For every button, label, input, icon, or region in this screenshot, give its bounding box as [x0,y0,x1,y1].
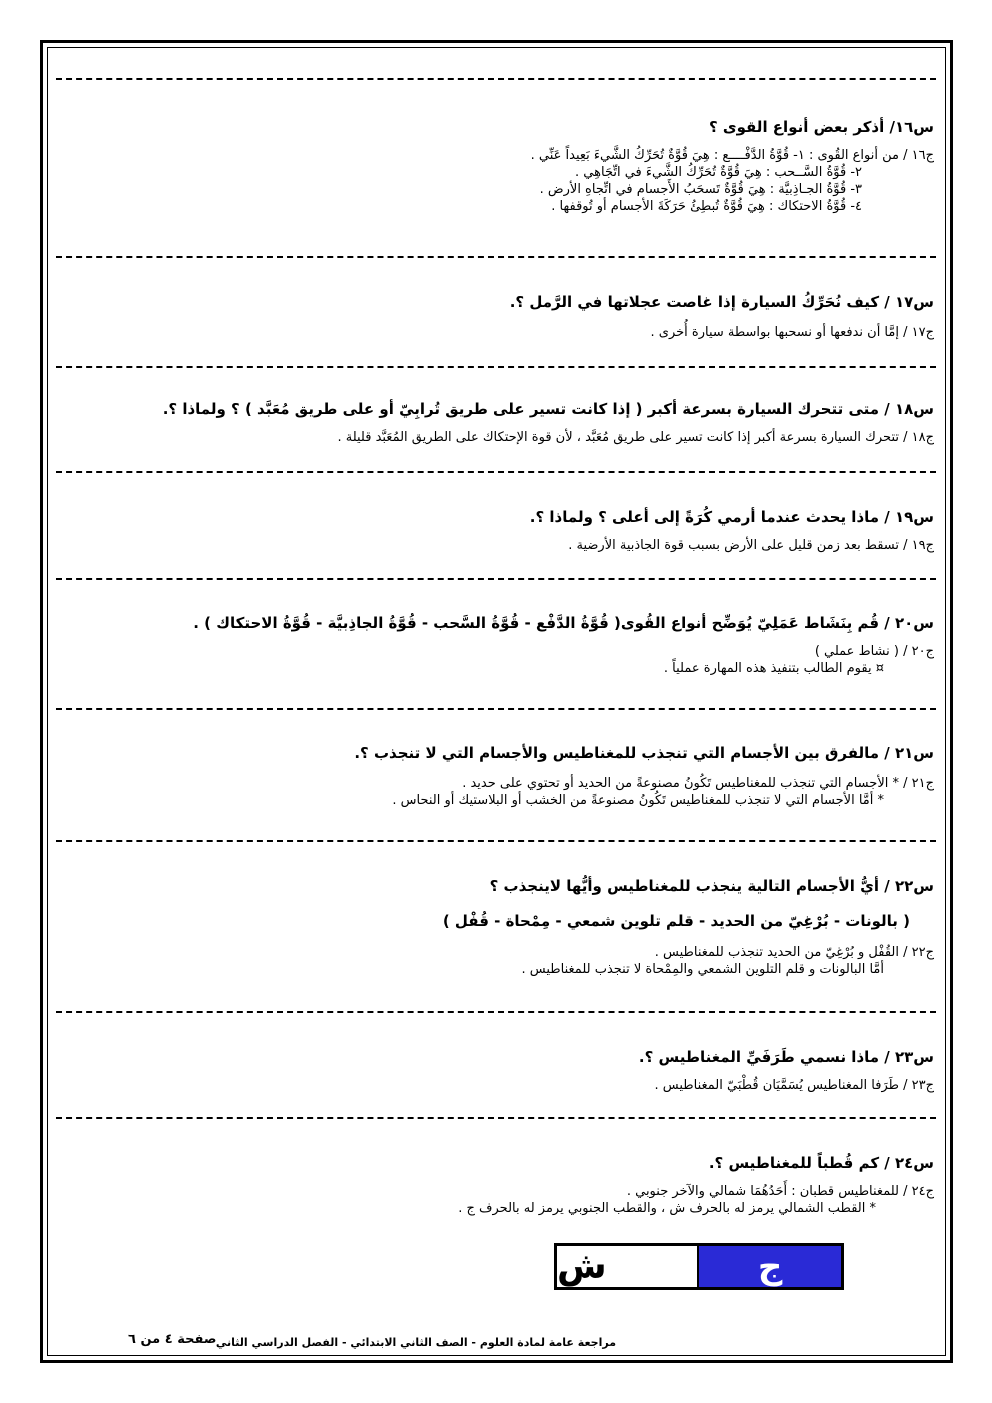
question-18: س١٨ / متى تتحرك السيارة بسرعة أكبر ( إذا كانت تسير على طريق تُرابِيّ أو على طريق مُعَبَّد ) ؟ ولماذا ؟. [162,400,934,418]
answer-line: * القطب الشمالي يرمز له بالحرف ش ، والقطب الجنوبي يرمز له بالحرف ج . [458,1201,876,1216]
answer-line: أمَّا البالونات و قلم التلوين الشمعي والمِمْحاة لا تنجذب للمغناطيس . [521,962,884,977]
answer-line: ٤- قُوَّةُ الاحتكاك : هِيَ قُوَّةٌ تُبطِئُ حَرَكَةَ الأجسام أو تُوقفها . [551,199,862,214]
answer-20 [664,643,934,677]
question-22: س٢٢ / أيُّ الأجسام التالية ينجذب للمغناطيس وأيُّها لاينجذب ؟ [489,877,934,895]
question-19: س١٩ / ماذا يحدث عندما أرمي كُرَةً إلى أعلى ؟ ولماذا ؟. [529,508,934,526]
answer-line: ٢- قُوَّةُ السَّــحب : هِيَ قُوَّةٌ تُحَرِّكُ الشَّيءَ في اتِّجَاهِي . [575,165,862,180]
separator [56,840,936,842]
answer-line: ج٢٢ / القُفْل و بُرْغِيّ من الحديد تنجذب للمغناطيس . [654,945,934,960]
answer-line: ج٢٠ / ( نشاط عملي ) [814,644,934,659]
footer-title: مراجعة عامة لمادة العلوم - الصف الثاني الابتدائي - الفصل الدراسي الثاني [215,1336,616,1349]
question-23: س٢٣ / ماذا نسمي طَرَفَيِّ المغناطيس ؟. [638,1048,934,1066]
magnet-poles-figure [554,1243,844,1290]
answer-21 [392,775,934,809]
answer-line: ج١٨ / تتحرك السيارة بسرعة أكبر إذا كانت تسير على طريق مُعَبَّد ، لأن قوة الإحتكاك على الطريق المُعَبَّد قليلة . [337,430,934,445]
answer-line: ج٢٣ / طَرَفا المغناطيس يُسَمَّيَان قُطْبَيّ المغناطيس . [654,1078,934,1093]
answer-line: ج١٦ / من أنواع القُوى : ١- قُوَّةُ الدَّفْــــع : هِيَ قُوَّةٌ تُحَرِّكُ الشَّيءَ بَعِيداً عَنِّي . [530,148,934,163]
question-21: س٢١ / مالفرق بين الأجسام التي تنجذب للمغناطيس والأجسام التي لا تنجذب ؟. [354,744,934,762]
question-20: س٢٠ / قُم بِنَشَاط عَمَلِيّ يُوَضِّح أنواع القُوى( قُوَّةُ الدَّفْع - قُوَّةُ السَّحب - قُوَّةُ الجاذِبيَّة - قُوَّةُ الاحتكاك ) . [193,614,934,632]
answer-line: ج٢٤ / للمغناطيس قطبان : أَحَدُهُمَا شمالي والآخر جنوبي . [626,1184,934,1199]
separator [56,1011,936,1013]
north-pole: ش [557,1246,699,1287]
question-24: س٢٤ / كم قُطباً للمغناطيس ؟. [708,1154,934,1172]
answer-16 [531,147,934,215]
separator [56,78,936,80]
separator [56,256,936,258]
answer-line: ¤ يقوم الطالب بتنفيذ هذه المهارة عملياً . [663,661,884,676]
answer-17 [651,324,935,341]
separator [56,578,936,580]
objects-list: ( بالونات - بُرْغِيّ من الحديد - قلم تلوين شمعي - مِمْحاة - قُفْل ) [442,912,910,930]
answer-22 [522,944,934,978]
south-pole: ج [699,1246,841,1287]
separator [56,471,936,473]
page-number: صفحة ٤ من ٦ [128,1332,217,1347]
answer-18 [337,429,934,446]
answer-line: ج١٩ / تسقط بعد زمن قليل على الأرض بسبب قوة الجاذبية الأرضية . [568,538,934,553]
answer-line: ٣- قُوَّةُ الجـاذِبيَّة : هِيَ قُوَّةٌ تَسحَبُ الأَجسام في اتِّجاهِ الأرض . [539,182,862,197]
separator [56,1117,936,1119]
answer-23 [655,1077,934,1094]
question-16: س١٦/ أذكر بعض أنواع القوى ؟ [708,118,934,136]
answer-line: * أمَّا الأجسام التي لا تنجذب للمغناطيس تَكُونُ مصنوعةً من الخشب أو البلاستيك أو النحاس . [392,793,884,808]
answer-line: ج٢١ / * الأجسام التي تنجذب للمغناطيس تَكُونُ مصنوعةً من الحديد أو تحتوي على حديد . [462,776,934,791]
answer-19 [568,537,934,554]
separator [56,366,936,368]
answer-line: ج١٧ / إمَّا أن ندفعها أو نسحبها بواسطة سيارة أُخرى . [650,325,934,340]
separator [56,708,936,710]
question-17: س١٧ / كيف نُحَرِّكُ السيارة إذا غاصت عجلاتها في الرَّمل ؟. [509,293,934,311]
answer-24 [458,1183,934,1217]
